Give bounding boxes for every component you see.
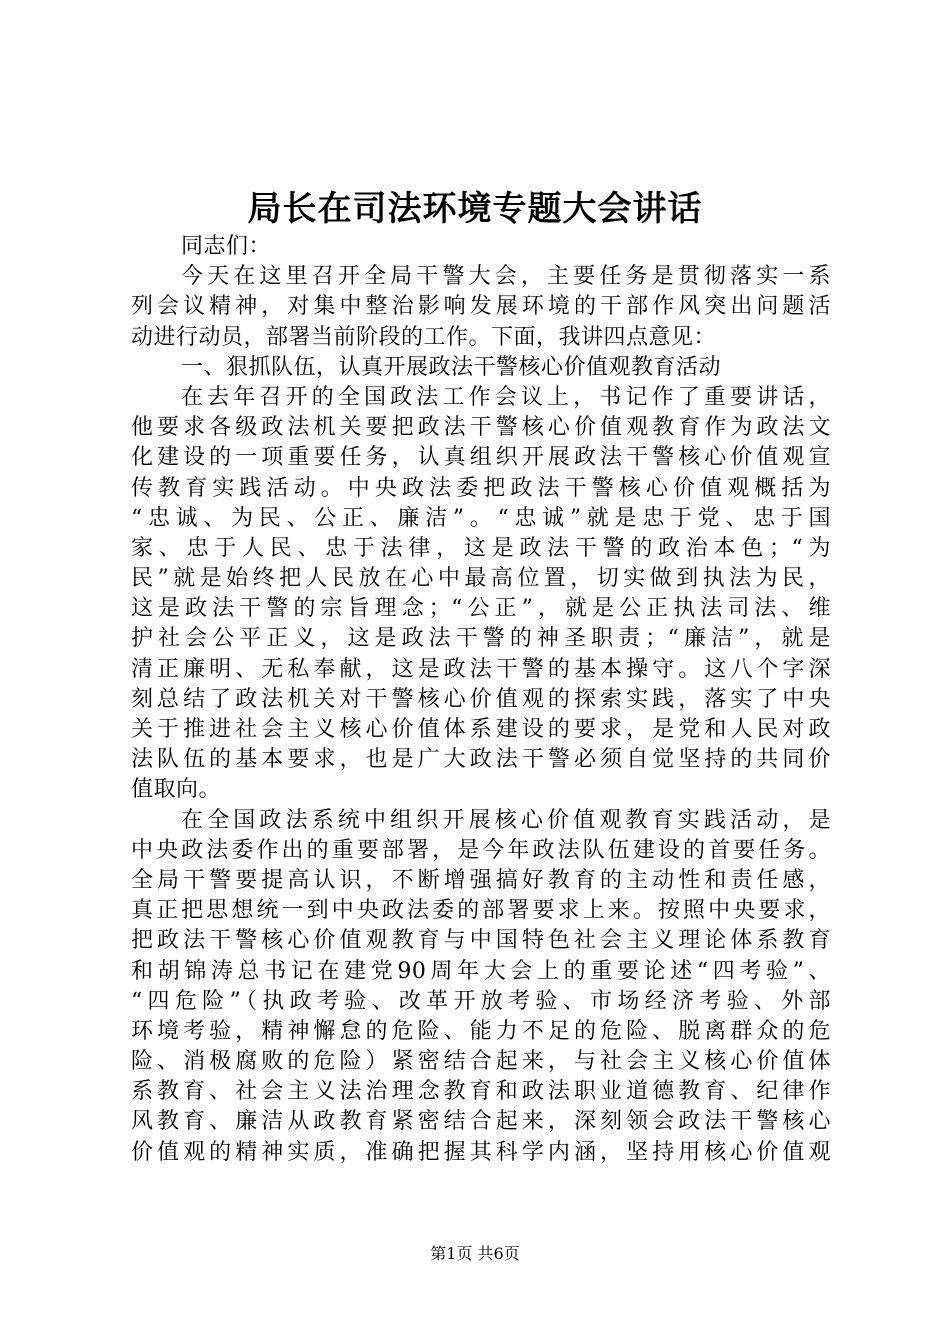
text-line: 同志们： bbox=[181, 234, 272, 259]
text-line: 民”就是始终把人民放在心中最高位置，切实做到执法为民， bbox=[131, 566, 831, 592]
text-line: 动进行动员，部署当前阶段的工作。下面，我讲四点意见： bbox=[131, 324, 717, 350]
text-line: 环境考验，精神懈怠的危险、能力不足的危险、脱离群众的危 bbox=[131, 1018, 831, 1044]
text-line: 清正廉明、无私奉献，这是政法干警的基本操守。这八个字深 bbox=[131, 656, 831, 682]
text-line: 法队伍的基本要求，也是广大政法干警必须自觉坚持的共同价 bbox=[131, 747, 831, 773]
text-line: 险、消极腐败的危险）紧密结合起来，与社会主义核心价值体 bbox=[131, 1049, 831, 1075]
text-line: 关于推进社会主义核心价值体系建设的要求，是党和人民对政 bbox=[131, 717, 831, 742]
document-body bbox=[131, 232, 831, 1168]
text-line: 今天在这里召开全局干警大会，主要任务是贯彻落实一系 bbox=[181, 264, 831, 290]
text-line: 护社会公平正义，这是政法干警的神圣职责；“廉洁”，就是 bbox=[131, 626, 831, 652]
text-line: 价值观的精神实质，准确把握其科学内涵，坚持用核心价值观 bbox=[131, 1139, 831, 1165]
text-line: 真正把思想统一到中央政法委的部署要求上来。按照中央要求， bbox=[131, 898, 831, 924]
text-line: 列会议精神，对集中整治影响发展环境的干部作风突出问题活 bbox=[131, 294, 831, 320]
text-line: 家、忠于人民、忠于法律，这是政法干警的政治本色；“为 bbox=[131, 535, 831, 561]
text-line: 化建设的一项重要任务，认真组织开展政法干警核心价值观宣 bbox=[131, 445, 831, 471]
text-line: 系教育、社会主义法治理念教育和政法职业道德教育、纪律作 bbox=[131, 1079, 831, 1105]
text-line: 这是政法干警的宗旨理念；“公正”，就是公正执法司法、维 bbox=[131, 596, 831, 622]
text-line: “四危险”（执政考验、改革开放考验、市场经济考验、外部 bbox=[131, 988, 831, 1014]
text-line: 在全国政法系统中组织开展核心价值观教育实践活动，是 bbox=[181, 807, 831, 833]
section-heading: 一、狠抓队伍，认真开展政法干警核心价值观教育活动 bbox=[181, 354, 722, 380]
text-line: 把政法干警核心价值观教育与中国特色社会主义理论体系教育 bbox=[131, 928, 831, 954]
text-line: 传教育实践活动。中央政法委把政法干警核心价值观概括为 bbox=[131, 475, 831, 501]
text-line: 风教育、廉洁从政教育紧密结合起来，深刻领会政法干警核心 bbox=[131, 1109, 831, 1135]
text-line: 全局干警要提高认识，不断增强搞好教育的主动性和责任感， bbox=[131, 867, 831, 893]
text-line: 中央政法委作出的重要部署，是今年政法队伍建设的首要任务。 bbox=[131, 837, 831, 863]
text-line: 值取向。 bbox=[131, 777, 222, 803]
page-number-footer: 第1页 共6页 bbox=[430, 1244, 520, 1263]
text-line: 他要求各级政法机关要把政法干警核心价值观教育作为政法文 bbox=[131, 415, 831, 441]
text-line: 和胡锦涛总书记在建党90周年大会上的重要论述“四考验”、 bbox=[131, 958, 831, 984]
text-line: “忠诚、为民、公正、廉洁”。“忠诚”就是忠于党、忠于国 bbox=[131, 505, 831, 531]
document-title: 局长在司法环境专题大会讲话 bbox=[247, 189, 703, 229]
text-line: 在去年召开的全国政法工作会议上，书记作了重要讲话， bbox=[181, 384, 831, 410]
text-line: 刻总结了政法机关对干警核心价值观的探索实践，落实了中央 bbox=[131, 686, 831, 712]
